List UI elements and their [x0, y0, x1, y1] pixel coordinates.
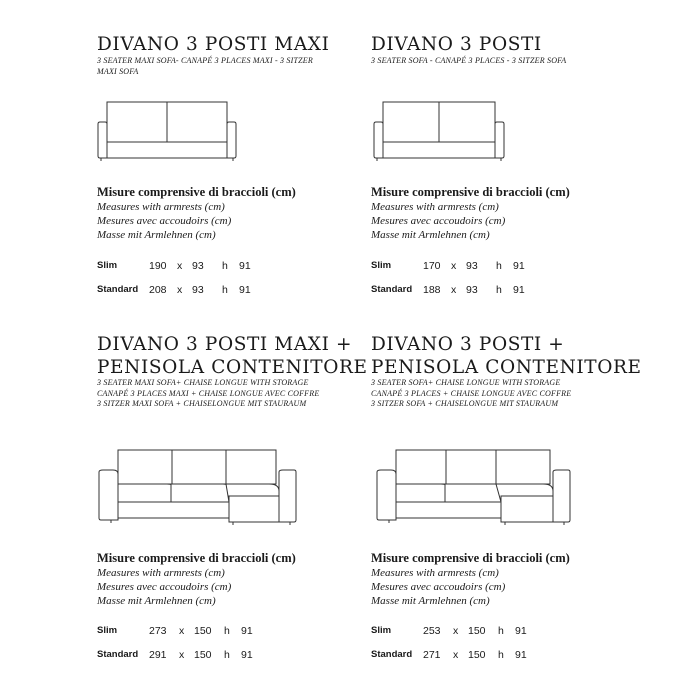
- measures-de: Masse mit Armlehnen (cm): [97, 229, 216, 241]
- row-label: Slim: [371, 260, 392, 271]
- measures-title: Misure comprensive di braccioli (cm): [97, 185, 296, 199]
- row-label: Slim: [371, 625, 392, 636]
- sofa-drawing: [371, 98, 521, 168]
- x-separator: x: [179, 625, 185, 637]
- measures-de: Masse mit Armlehnen (cm): [97, 595, 216, 607]
- dimension-row-standard: [97, 284, 297, 298]
- measures-en: Measures with armrests (cm): [371, 201, 499, 213]
- measures-title: Misure comprensive di braccioli (cm): [371, 551, 570, 565]
- measures-title: Misure comprensive di braccioli (cm): [371, 185, 570, 199]
- x-separator: x: [177, 260, 183, 272]
- width-value: 208: [149, 284, 167, 296]
- row-label: Slim: [97, 625, 118, 636]
- x-separator: x: [453, 625, 459, 637]
- row-label: Standard: [371, 284, 413, 295]
- h-separator: h: [224, 625, 230, 637]
- depth-value: 93: [192, 260, 204, 272]
- depth-value: 93: [192, 284, 204, 296]
- h-separator: h: [222, 260, 228, 272]
- h-separator: h: [222, 284, 228, 296]
- product-sofa-chaise: [371, 333, 671, 668]
- dimension-row-slim: [371, 260, 571, 274]
- product-sofa: [371, 33, 671, 303]
- row-label: Slim: [97, 260, 118, 271]
- measures-de: Masse mit Armlehnen (cm): [371, 229, 490, 241]
- sofa-chaise-drawing: [97, 446, 302, 541]
- measures-title: Misure comprensive di braccioli (cm): [97, 551, 296, 565]
- measures-fr: Mesures avec accoudoirs (cm): [97, 215, 232, 227]
- depth-value: 93: [466, 260, 478, 272]
- measures-fr: Mesures avec accoudoirs (cm): [97, 581, 232, 593]
- depth-value: 150: [468, 625, 486, 637]
- sofa-chaise-drawing: [371, 446, 576, 541]
- x-separator: x: [179, 649, 185, 661]
- height-value: 91: [239, 284, 251, 296]
- product-subtitle: 3 SEATER MAXI SOFA- CANAPÉ 3 PLACES MAXI - 3 SITZER MAXI SOFA: [97, 56, 313, 76]
- row-label: Standard: [371, 649, 413, 660]
- width-value: 188: [423, 284, 441, 296]
- product-title: DIVANO 3 POSTI MAXI + PENISOLA CONTENITORE: [97, 334, 368, 378]
- h-separator: h: [496, 284, 502, 296]
- x-separator: x: [451, 284, 457, 296]
- row-label: Standard: [97, 649, 139, 660]
- measures-fr: Mesures avec accoudoirs (cm): [371, 215, 506, 227]
- product-title: DIVANO 3 POSTI MAXI: [97, 34, 330, 55]
- depth-value: 150: [194, 649, 212, 661]
- measures-de: Masse mit Armlehnen (cm): [371, 595, 490, 607]
- product-title: DIVANO 3 POSTI + PENISOLA CONTENITORE: [371, 334, 642, 378]
- width-value: 291: [149, 649, 167, 661]
- width-value: 190: [149, 260, 167, 272]
- dimension-row-standard: [371, 284, 571, 298]
- height-value: 91: [513, 284, 525, 296]
- product-subtitle: 3 SEATER SOFA - CANAPÉ 3 PLACES - 3 SITZER SOFA: [371, 56, 567, 65]
- h-separator: h: [496, 260, 502, 272]
- height-value: 91: [513, 260, 525, 272]
- dimension-row-standard: [97, 649, 297, 663]
- height-value: 91: [515, 649, 527, 661]
- product-title: DIVANO 3 POSTI: [371, 34, 542, 55]
- depth-value: 150: [468, 649, 486, 661]
- measures-fr: Mesures avec accoudoirs (cm): [371, 581, 506, 593]
- product-sofa-maxi: [97, 33, 397, 303]
- product-subtitle: 3 SEATER MAXI SOFA+ CHAISE LONGUE WITH STORAGE CANAPÉ 3 PLACES MAXI + CHAISE LONGUE AVEC COFFRE 3 SITZER MAXI SOFA + CHAISELONGUE MIT STAURAUM: [97, 378, 320, 408]
- h-separator: h: [498, 649, 504, 661]
- width-value: 273: [149, 625, 167, 637]
- row-label: Standard: [97, 284, 139, 295]
- depth-value: 93: [466, 284, 478, 296]
- x-separator: x: [451, 260, 457, 272]
- width-value: 253: [423, 625, 441, 637]
- h-separator: h: [224, 649, 230, 661]
- height-value: 91: [515, 625, 527, 637]
- measures-en: Measures with armrests (cm): [97, 567, 225, 579]
- dimension-row-slim: [97, 625, 297, 639]
- product-subtitle: 3 SEATER SOFA+ CHAISE LONGUE WITH STORAGE CANAPÉ 3 PLACES + CHAISE LONGUE AVEC COFFRE 3 SITZER SOFA + CHAISELONGUE MIT STAURAUM: [371, 378, 572, 408]
- width-value: 271: [423, 649, 441, 661]
- dimension-row-standard: [371, 649, 571, 663]
- h-separator: h: [498, 625, 504, 637]
- height-value: 91: [239, 260, 251, 272]
- width-value: 170: [423, 260, 441, 272]
- measures-en: Measures with armrests (cm): [97, 201, 225, 213]
- sofa-drawing: [97, 98, 247, 168]
- height-value: 91: [241, 649, 253, 661]
- x-separator: x: [453, 649, 459, 661]
- product-sofa-maxi-chaise: [97, 333, 397, 668]
- depth-value: 150: [194, 625, 212, 637]
- dimension-row-slim: [371, 625, 571, 639]
- x-separator: x: [177, 284, 183, 296]
- measures-en: Measures with armrests (cm): [371, 567, 499, 579]
- dimension-row-slim: [97, 260, 297, 274]
- height-value: 91: [241, 625, 253, 637]
